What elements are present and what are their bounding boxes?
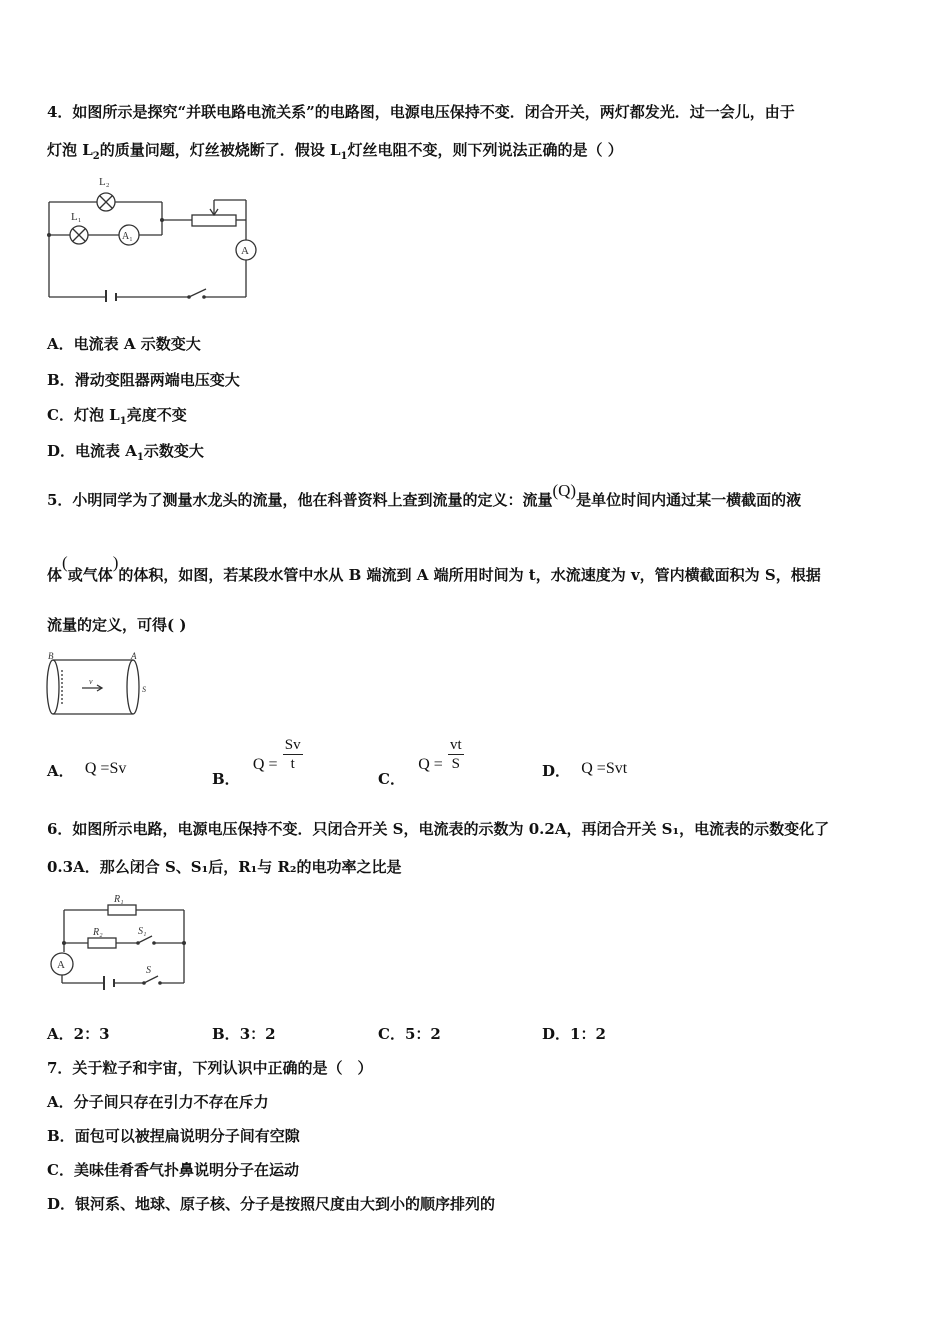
q6-option-c-text: 5：2 <box>404 1025 441 1043</box>
q4-option-c-sub: 1 <box>119 416 127 427</box>
q5-option-b-lhs: Q = <box>252 755 278 773</box>
q6-option-a-text: 2：3 <box>73 1025 110 1043</box>
q6-option-a-letter: A． <box>47 1025 74 1043</box>
q5-option-d-letter: D． <box>542 762 571 780</box>
q4-option-c-letter: C． <box>47 406 74 424</box>
q6-option-d-text: 1：2 <box>570 1025 606 1043</box>
q5-option-c-lhs: Q = <box>418 755 443 773</box>
q4-text-c: 灯丝电阻不变，则下列说法正确的是（ ） <box>347 141 623 159</box>
q7-option-d[interactable] <box>47 1194 495 1214</box>
q4-stem-line1: 4．如图所示是探究“并联电路电流关系”的电路图，电源电压保持不变．闭合开关，两灯都发光．过一会儿，由于 <box>47 103 795 121</box>
q5-stem-line2 <box>47 553 821 585</box>
q6-option-c-letter: C． <box>378 1025 405 1043</box>
q6-option-d[interactable] <box>542 1024 606 1044</box>
q6-circuit-diagram <box>46 890 191 990</box>
q5-option-a-formula: Q =Sv <box>84 760 127 777</box>
q6-option-a[interactable] <box>47 1024 110 1044</box>
q5-option-c-fraction <box>448 736 464 773</box>
q5-symbol-q: (Q) <box>552 481 577 500</box>
q6-option-b-letter: B． <box>212 1025 240 1043</box>
q5-option-b-denominator: t <box>290 756 295 772</box>
q5-option-c-numerator: vt <box>450 737 462 753</box>
q7-option-a-text: 分子间只存在引力不存在斥力 <box>73 1093 269 1111</box>
q7-option-c-text: 美味佳肴香气扑鼻说明分子在运动 <box>73 1161 299 1179</box>
q5-text-rest: 的体积，如图，若某段水管中水从 B 端流到 A 端所用时间为 t，水流速度为 v，管内横截面积为 S，根据 <box>118 566 821 584</box>
q4-text-b: 的质量问题，灯丝被烧断了．假设 L <box>99 141 341 159</box>
q7-option-d-letter: D． <box>47 1195 76 1213</box>
q7-option-b-letter: B． <box>47 1127 75 1145</box>
q4-stem-line2 <box>47 140 623 167</box>
q5-text-b: 是单位时间内通过某一横截面的液 <box>576 491 802 509</box>
q7-option-b[interactable] <box>47 1126 300 1146</box>
q5-paren-close: ) <box>112 553 119 572</box>
q5-paren-open: ( <box>62 553 68 572</box>
q7-option-a[interactable] <box>47 1092 269 1112</box>
q5-label-s: S <box>142 685 146 694</box>
q4-label-l2: L₂ <box>99 176 110 188</box>
q4-option-d-sub: 1 <box>136 452 144 463</box>
q4-option-a-letter: A． <box>47 335 74 353</box>
q5-option-a-letter: A． <box>47 762 74 780</box>
q4-circuit-diagram <box>44 172 269 302</box>
q5-option-b-fraction <box>283 736 303 773</box>
q4-sub-2: 2 <box>92 151 100 162</box>
q5-text-a: 5．小明同学为了测量水龙头的流量，他在科普资料上查到流量的定义：流量 <box>47 491 553 509</box>
q4-option-d-text-a: 电流表 A <box>75 442 137 460</box>
q5-option-b[interactable] <box>212 736 303 788</box>
q6-stem-line1: 6．如图所示电路，电源电压保持不变．只闭合开关 S，电流表的示数为 0.2A，再闭合开关 S₁，电流表的示数变化了 <box>47 820 830 838</box>
q6-option-d-letter: D． <box>542 1025 571 1043</box>
q4-option-c[interactable] <box>47 405 187 432</box>
q6-label-s: S <box>146 965 151 976</box>
q4-sub-1: 1 <box>340 151 348 162</box>
q7-option-c-letter: C． <box>47 1161 74 1179</box>
q7-option-a-letter: A． <box>47 1093 74 1111</box>
q4-option-a[interactable] <box>47 334 201 354</box>
q5-stem-line1 <box>47 481 802 510</box>
q5-label-b: B <box>48 651 54 661</box>
q4-option-c-text-b: 亮度不变 <box>126 406 187 424</box>
q6-option-b[interactable] <box>212 1024 276 1044</box>
q5-option-b-numerator: Sv <box>284 737 301 753</box>
q7-option-c[interactable] <box>47 1160 299 1180</box>
q4-option-b[interactable] <box>47 370 240 390</box>
q5-option-d-formula: Q =Svt <box>581 760 628 777</box>
q4-option-b-text: 滑动变阻器两端电压变大 <box>74 371 240 389</box>
q6-label-r1: R₁ <box>114 894 124 905</box>
q5-option-c-letter: C． <box>378 769 405 788</box>
q6-option-c[interactable] <box>378 1024 441 1044</box>
q5-label-a: A <box>131 651 137 661</box>
q7-stem: 7．关于粒子和宇宙，下列认识中正确的是（ ） <box>47 1059 373 1077</box>
q6-label-s1: S₁ <box>138 926 147 937</box>
q5-label-v: v <box>89 677 93 686</box>
q7-option-d-text: 银河系、地球、原子核、分子是按照尺度由大到小的顺序排列的 <box>75 1195 496 1213</box>
q4-label-a1: A₁ <box>122 231 133 242</box>
q5-option-d[interactable] <box>542 761 627 782</box>
q4-option-a-text: 电流表 A 示数变大 <box>73 335 201 353</box>
q5-pipe-diagram <box>44 650 154 720</box>
q6-stem-line2: 0.3A．那么闭合 S、S₁后，R₁与 R₂的电功率之比是 <box>47 858 402 876</box>
q5-option-c-denominator: S <box>451 756 460 772</box>
q4-option-b-letter: B． <box>47 371 75 389</box>
q4-option-d-letter: D． <box>47 442 76 460</box>
q5-stem-line3: 流量的定义，可得( ) <box>47 616 187 634</box>
q5-text-body: 体 <box>47 566 63 584</box>
q4-label-l1: L₁ <box>71 211 82 223</box>
q7-option-b-text: 面包可以被捏扁说明分子间有空隙 <box>74 1127 300 1145</box>
q6-label-r2: R₂ <box>93 927 103 938</box>
q4-option-d-text-b: 示数变大 <box>143 442 204 460</box>
q6-option-b-text: 3：2 <box>239 1025 276 1043</box>
q4-option-c-text-a: 灯泡 L <box>73 406 120 424</box>
q4-option-d[interactable] <box>47 441 204 468</box>
q4-text-a: 灯泡 L <box>47 141 93 159</box>
q5-option-b-letter: B． <box>212 769 240 788</box>
q6-label-a: A <box>57 959 65 971</box>
q5-text-gas: 或气体 <box>67 566 113 584</box>
q5-option-a[interactable] <box>47 761 126 782</box>
q4-label-a: A <box>241 245 249 257</box>
q5-option-c[interactable] <box>378 736 464 788</box>
